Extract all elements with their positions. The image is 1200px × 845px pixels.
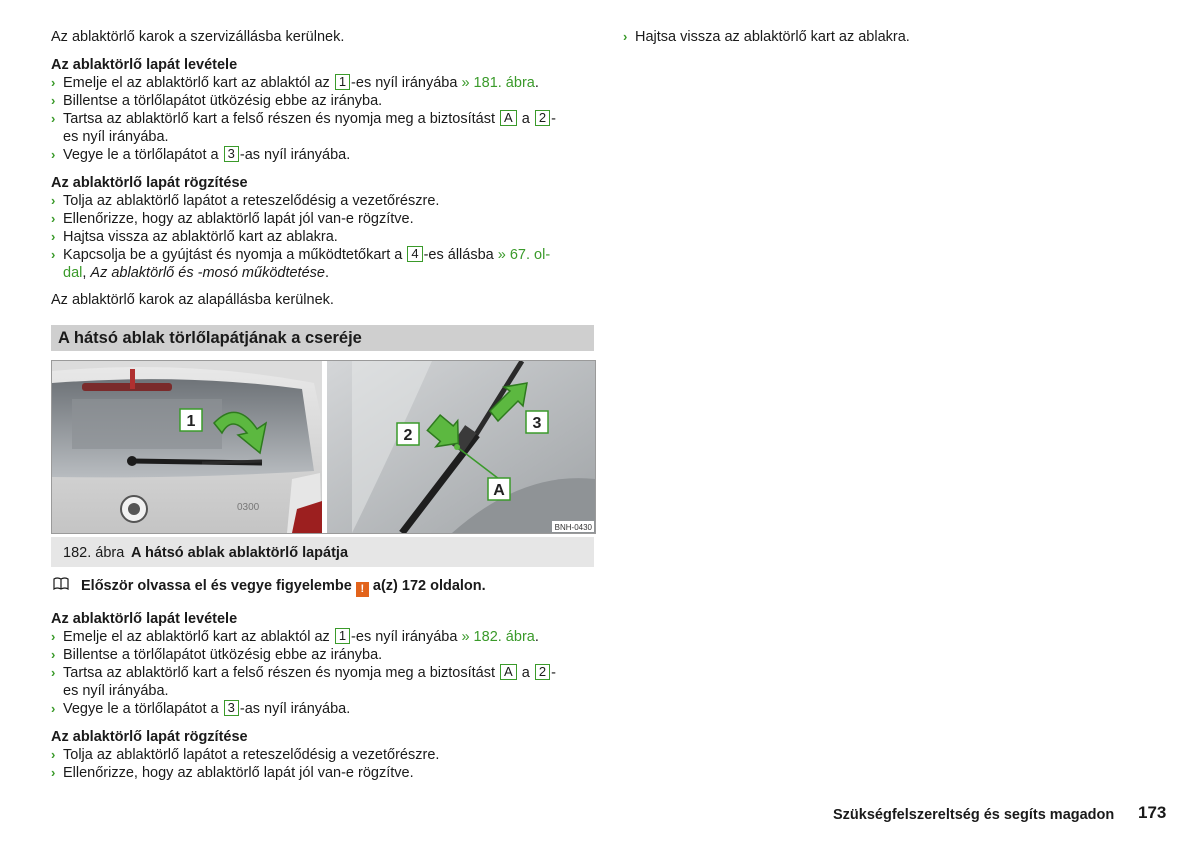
list-item: › Ellenőrizze, hogy az ablaktörlő lapát jól van-e rögzítve. <box>51 765 414 781</box>
list-item: › Hajtsa vissza az ablaktörlő kart az ablakra. <box>623 29 910 45</box>
intro-text: Az ablaktörlő karok a szervizállásba kerülnek. <box>51 29 345 45</box>
section-header <box>51 325 594 351</box>
section-title: A hátsó ablak törlőlapátjának a cseréje <box>58 329 362 347</box>
key-label: 3 <box>224 700 239 716</box>
outro-text: Az ablaktörlő karok az alapállásba kerülnek. <box>51 292 334 308</box>
chevron-right-icon: › <box>51 193 56 208</box>
label-3: 3 <box>532 415 542 432</box>
key-label: 3 <box>224 146 239 162</box>
list-item: › Ellenőrizze, hogy az ablaktörlő lapát jól van-e rögzítve. <box>51 211 414 227</box>
key-label: 1 <box>335 74 350 90</box>
key-label: 1 <box>335 628 350 644</box>
chevron-right-icon: › <box>51 111 56 126</box>
chevron-right-icon: › <box>623 29 628 44</box>
chevron-right-icon: › <box>51 147 56 162</box>
svg-text:0300: 0300 <box>237 502 260 513</box>
warning-icon: ! <box>356 582 369 597</box>
label-A: A <box>493 482 505 499</box>
figure-illustration <box>52 361 595 533</box>
chevron-right-icon: › <box>51 211 56 226</box>
key-label: 2 <box>535 110 550 126</box>
list-item: › Tolja az ablaktörlő lapátot a reteszelődésig a vezetőrészre. <box>51 193 440 209</box>
chevron-right-icon: › <box>51 247 56 262</box>
chevron-right-icon: › <box>51 647 56 662</box>
footer-chapter: Szükségfelszereltség és segíts magadon <box>833 807 1115 823</box>
list-item: › Kapcsolja be a gyújtást és nyomja a működtetőkart a 4 -es állásba » 67. ol- dal, Az ablaktörlő és -mosó működtetése. <box>51 246 551 281</box>
chevron-right-icon: › <box>51 747 56 762</box>
chevron-right-icon: › <box>51 229 56 244</box>
chevron-right-icon: › <box>51 75 56 90</box>
caption-number: 182. ábra <box>63 545 125 561</box>
page-number: 173 <box>1138 803 1167 822</box>
left-column-top <box>51 28 596 309</box>
key-label: A <box>500 110 517 126</box>
list-item: › Emelje el az ablaktörlő kart az ablaktól az 1 -es nyíl irányába » 181. ábra. <box>51 74 539 91</box>
chevron-right-icon: › <box>51 93 56 108</box>
list-item: › Emelje el az ablaktörlő kart az ablaktól az 1 -es nyíl irányába » 182. ábra. <box>51 628 539 645</box>
remove-heading: Az ablaktörlő lapát levétele <box>51 57 238 73</box>
chevron-right-icon: › <box>51 701 56 716</box>
list-item: › Tartsa az ablaktörlő kart a felső részen és nyomja meg a biztosítást A a 2 - es nyíl irányába. <box>51 110 556 145</box>
book-icon <box>53 577 69 595</box>
label-1: 1 <box>186 413 196 430</box>
figure-link[interactable]: » 182. ábra <box>461 629 535 645</box>
chevron-right-icon: › <box>51 665 56 680</box>
list-item: › Vegye le a törlőlapátot a 3 -as nyíl irányába. <box>51 146 351 163</box>
key-label: 2 <box>535 664 550 680</box>
fix-heading: Az ablaktörlő lapát rögzítése <box>51 175 248 191</box>
fix-heading-2: Az ablaktörlő lapát rögzítése <box>51 729 248 745</box>
chevron-right-icon: › <box>51 629 56 644</box>
remove-heading-2: Az ablaktörlő lapát levétele <box>51 611 238 627</box>
figure-caption <box>51 537 594 567</box>
page-link[interactable]: dal <box>63 265 83 281</box>
list-item: › Tolja az ablaktörlő lapátot a reteszelődésig a vezetőrészre. <box>51 747 440 763</box>
figure-182 <box>51 360 596 534</box>
left-column-bottom <box>51 610 596 782</box>
key-label: 4 <box>407 246 422 262</box>
right-column <box>623 28 1168 46</box>
list-item: › Billentse a törlőlapátot ütközésig ebbe az irányba. <box>51 647 383 663</box>
caption-title: A hátsó ablak ablaktörlő lapátja <box>131 545 349 561</box>
figure-code: BNH-0430 <box>554 523 592 532</box>
list-item: › Hajtsa vissza az ablaktörlő kart az ablakra. <box>51 229 338 245</box>
label-2: 2 <box>403 427 413 444</box>
list-item: › Vegye le a törlőlapátot a 3 -as nyíl irányába. <box>51 700 351 717</box>
list-item: › Billentse a törlőlapátot ütközésig ebbe az irányba. <box>51 93 383 109</box>
page-link[interactable]: » 67. ol- <box>497 247 551 263</box>
chevron-right-icon: › <box>51 765 56 780</box>
read-first-note: Először olvassa el és vegye figyelembe ! a(z) 172 oldalon. <box>53 577 486 597</box>
key-label: A <box>500 664 517 680</box>
list-item: › Tartsa az ablaktörlő kart a felső részen és nyomja meg a biztosítást A a 2 - es nyíl irányába. <box>51 664 556 699</box>
figure-link[interactable]: » 181. ábra <box>461 75 535 91</box>
